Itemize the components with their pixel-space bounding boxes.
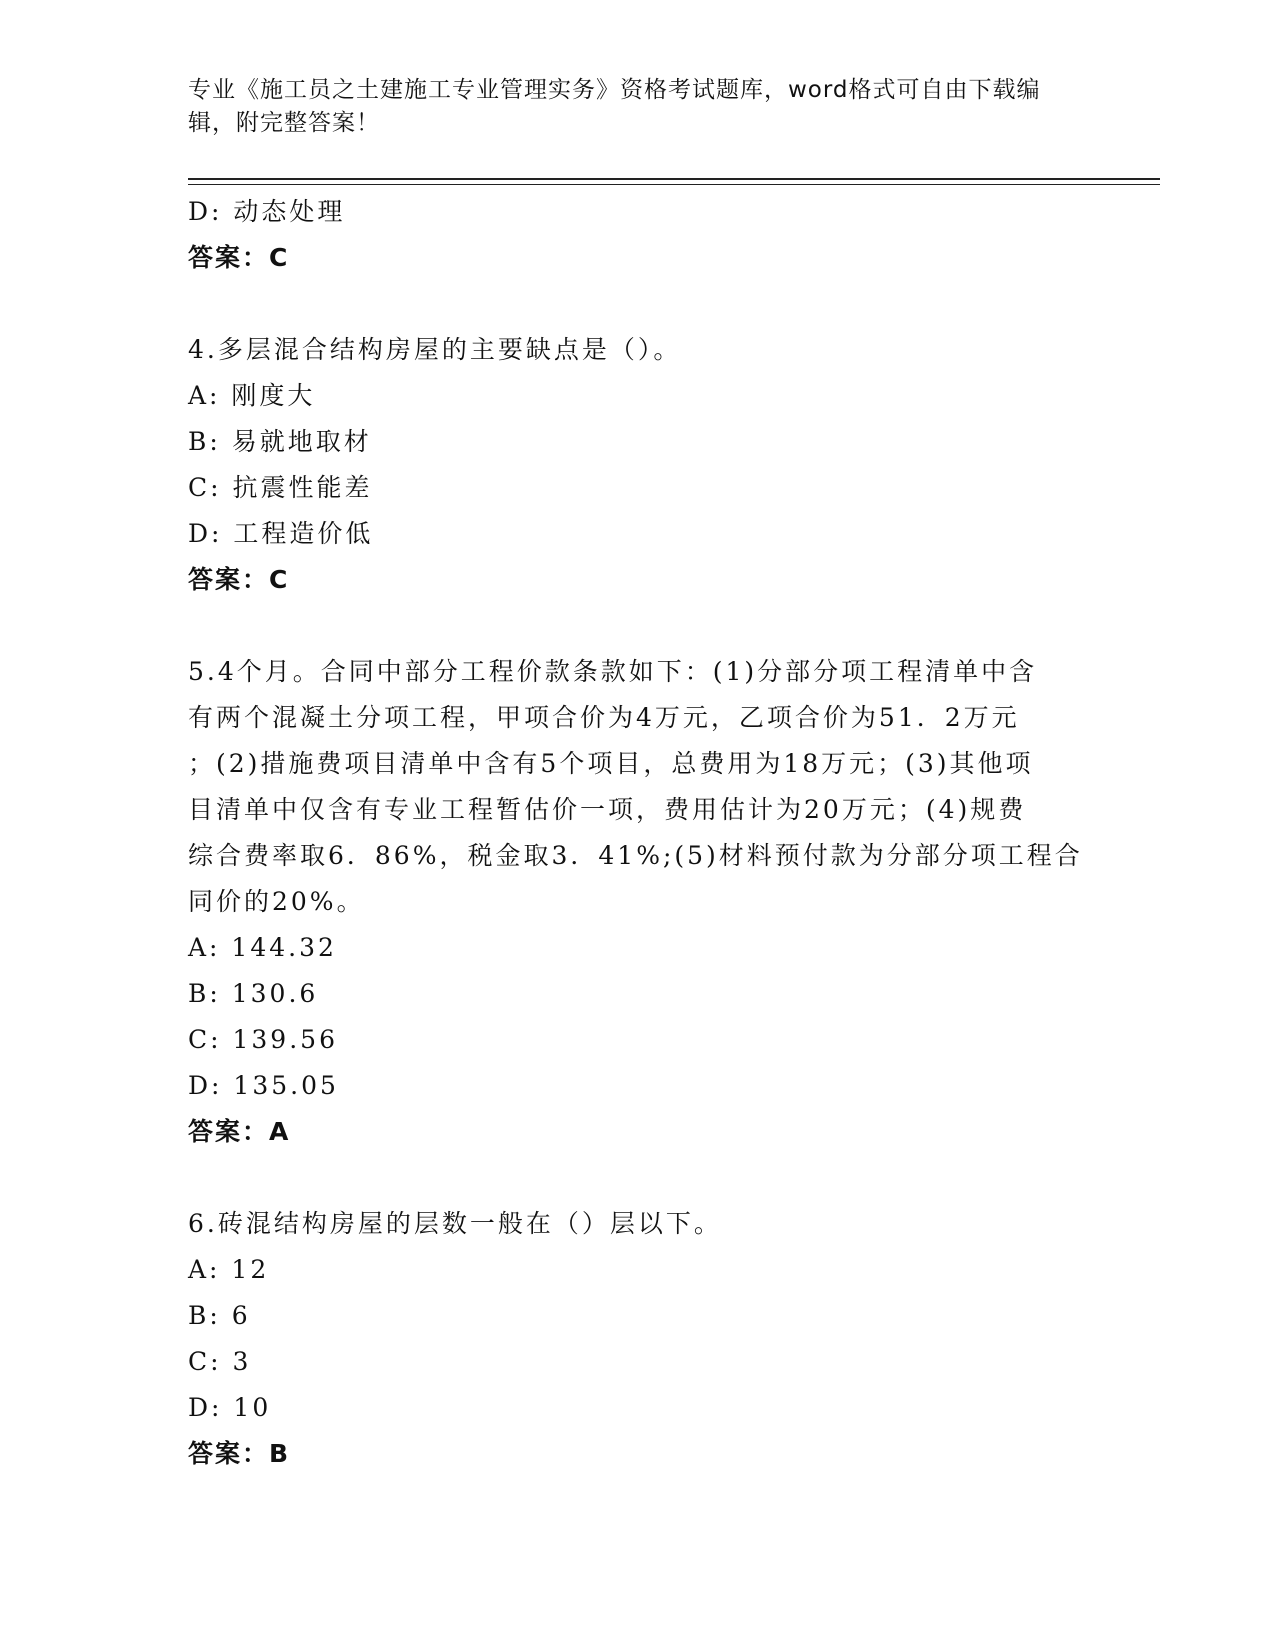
- question-text-line: ；(2)措施费项目清单中含有5个项目，总费用为18万元；(3)其他项: [188, 749, 1034, 778]
- question-3: [188, 189, 1088, 281]
- question-text-line: 综合费率取6．86%，税金取3．41%;(5)材料预付款为分部分项工程合: [188, 841, 1083, 870]
- document-body: [188, 189, 1088, 1477]
- question-text: 4.多层混合结构房屋的主要缺点是（）。: [188, 335, 682, 364]
- question-text: 6.砖混结构房屋的层数一般在（）层以下。: [188, 1209, 722, 1238]
- spacer: [188, 281, 1088, 327]
- option-d: D: 135.05: [188, 1071, 339, 1100]
- answer: 答案：C: [188, 243, 290, 272]
- question-6: [188, 1201, 1088, 1477]
- question-text-line: 同价的20%。: [188, 887, 365, 916]
- option-c: C: 3: [188, 1347, 252, 1376]
- option-a: A: 刚度大: [188, 381, 316, 410]
- question-4: [188, 327, 1088, 603]
- question-text-line: 5.4个月。合同中部分工程价款条款如下：(1)分部分项工程清单中含: [188, 657, 1038, 686]
- option-c: C: 抗震性能差: [188, 473, 373, 502]
- header-divider-thin: [188, 184, 1160, 185]
- question-5: [188, 649, 1088, 1155]
- question-text-line: 有两个混凝土分项工程，甲项合价为4万元，乙项合价为51．2万元: [188, 703, 1020, 732]
- option-d: D: 工程造价低: [188, 519, 374, 548]
- header-line-2: 辑，附完整答案！: [188, 110, 380, 136]
- question-text-line: 目清单中仅含有专业工程暂估价一项，费用估计为20万元；(4)规费: [188, 795, 1027, 824]
- option-a: A: 12: [188, 1255, 270, 1284]
- option-a: A: 144.32: [188, 933, 337, 962]
- header-line-1: 专业《施工员之土建施工专业管理实务》资格考试题库，word格式可自由下载编: [188, 77, 1041, 103]
- option-b: B: 130.6: [188, 979, 319, 1008]
- option-b: B: 易就地取材: [188, 427, 372, 456]
- question-text: [188, 649, 1088, 925]
- option-d: D: 10: [188, 1393, 272, 1422]
- option-d: D: 动态处理: [188, 197, 346, 226]
- answer: 答案：C: [188, 565, 290, 594]
- answer: 答案：B: [188, 1439, 291, 1468]
- spacer: [188, 603, 1088, 649]
- option-b: B: 6: [188, 1301, 251, 1330]
- header-divider-thick: [188, 178, 1160, 180]
- answer: 答案：A: [188, 1117, 291, 1146]
- document-header: [188, 74, 1068, 140]
- spacer: [188, 1155, 1088, 1201]
- option-c: C: 139.56: [188, 1025, 338, 1054]
